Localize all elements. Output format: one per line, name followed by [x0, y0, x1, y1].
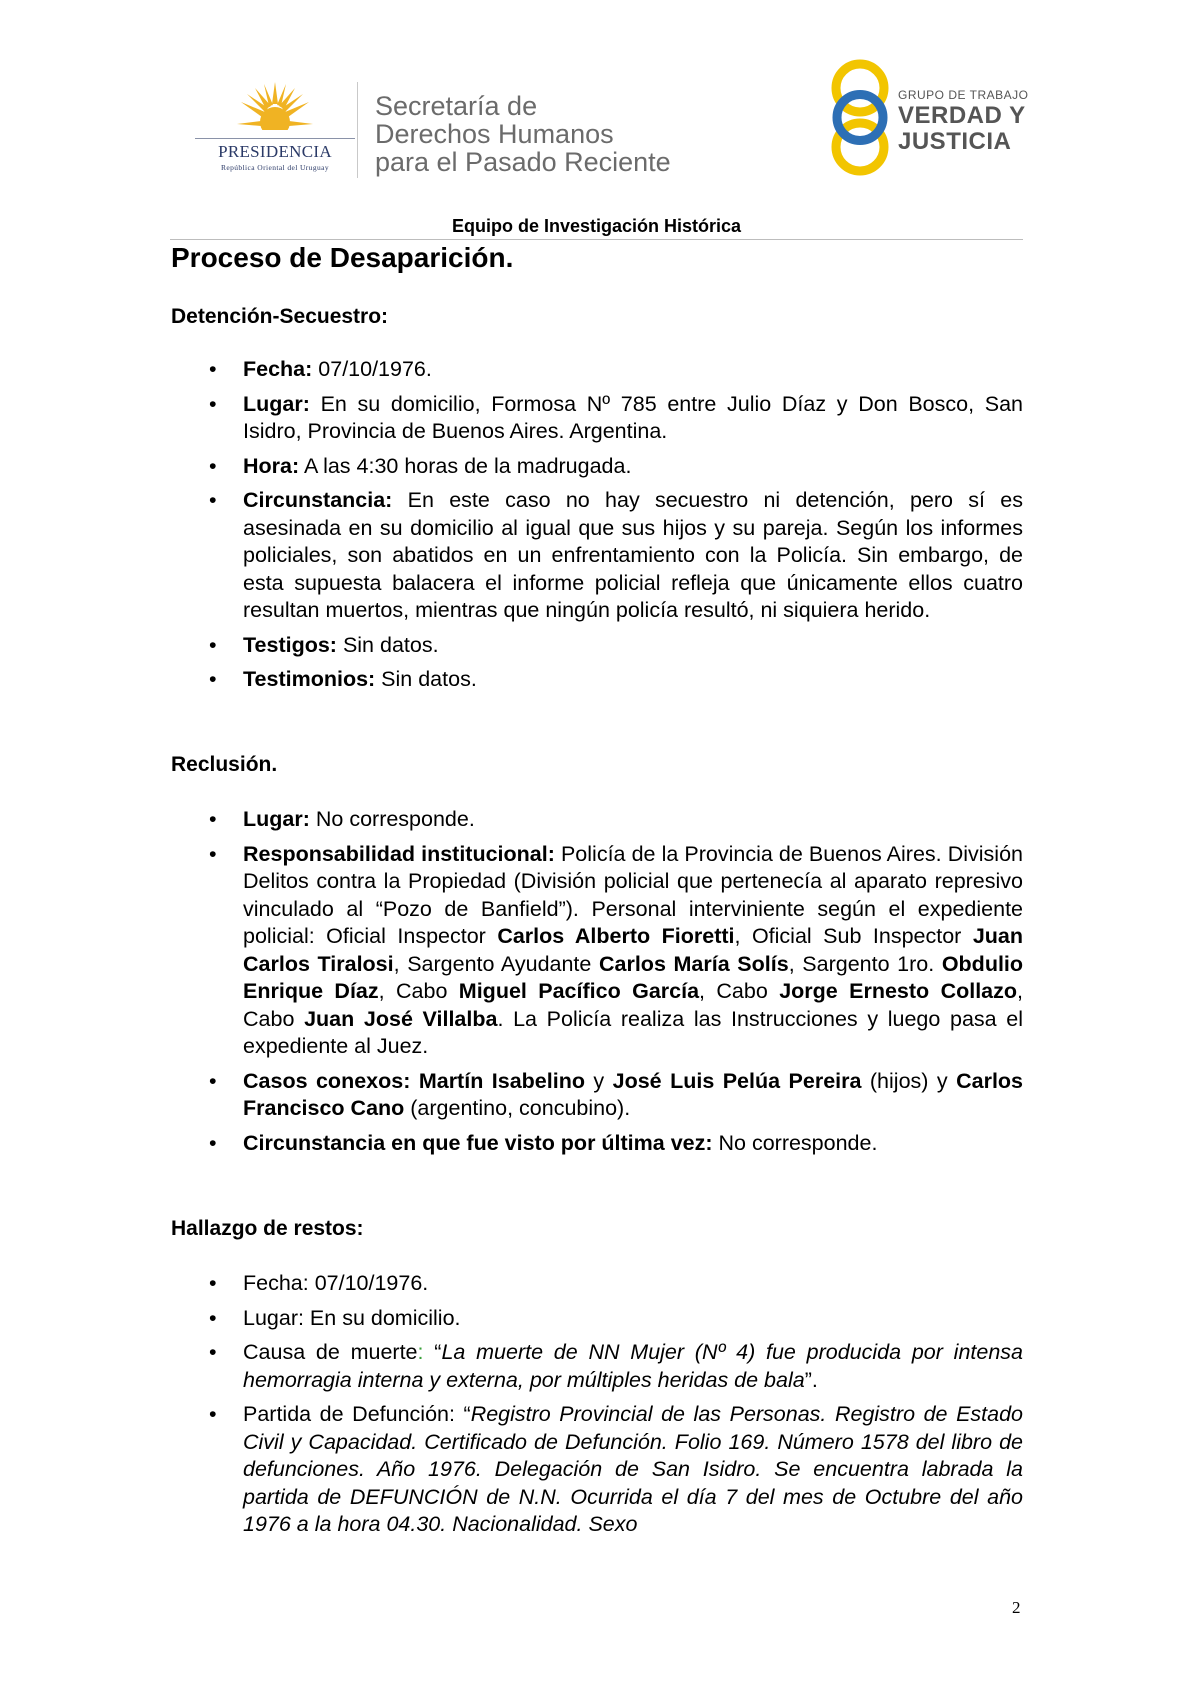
list-item: • Lugar: No corresponde. — [243, 806, 1023, 834]
presidencia-subtitle: República Oriental del Uruguay — [220, 163, 329, 172]
secretaria-line-3: para el Pasado Reciente — [375, 147, 671, 177]
presidencia-divider — [195, 138, 355, 139]
grupo-big-text-2: JUSTICIA — [898, 128, 1012, 155]
list-item: • Fecha: 07/10/1976. — [243, 1270, 1023, 1298]
list-item: • Hora: A las 4:30 horas de la madrugada. — [243, 453, 1023, 481]
list-item: • Testigos: Sin datos. — [243, 632, 1023, 660]
list-item: • Responsabilidad institucional: Policía de la Provincia de Buenos Aires. División Delitos contra la Propiedad (División policial que pertenecía al aparato represivo vinculado al “Pozo de Banfield”). Personal interviniente según el expediente policial: Oficial Inspector Carlos Alberto Fioretti, Oficial Sub Inspector Juan Carlos Tiralosi, Sargento Ayudante Carlos María Solís, Sargento 1ro. Obdulio Enrique Díaz, Cabo Miguel Pacífico García, Cabo Jorge Ernesto Collazo, Cabo Juan José Villalba. La Policía realiza las Instrucciones y luego pasa el expediente al Juez. — [243, 841, 1023, 1061]
sun-emblem-icon — [237, 80, 313, 138]
grupo-small-text: GRUPO DE TRABAJO — [898, 88, 1029, 102]
list-item: • Causa de muerte: “La muerte de NN Mujer (Nº 4) fue producida por intensa hemorragia interna y externa, por múltiples heridas de bala”. — [243, 1339, 1023, 1394]
secretaria-line-1: Secretaría de — [375, 91, 538, 121]
list-item: • Partida de Defunción: “Registro Provincial de las Personas. Registro de Estado Civil y Capacidad. Certificado de Defunción. Folio 169. Número 1578 del libro de defunciones. Año 1976. Delegación de San Isidro. Se encuentra labrada la partida de DEFUNCIÓN de N.N. Ocurrida el día 7 del mes de Octubre del año 1976 a la hora 04.30. Nacionalidad. Sexo — [243, 1401, 1023, 1539]
section-heading-reclusion: Reclusión. — [171, 753, 278, 776]
presidencia-name: PRESIDENCIA — [218, 142, 332, 161]
section-heading-detencion: Detención-Secuestro: — [171, 305, 389, 328]
detencion-list — [243, 356, 1023, 701]
interlocked-rings-icon — [825, 58, 895, 178]
running-header: Equipo de Investigación Histórica — [451, 216, 742, 236]
list-item: • Circunstancia en que fue visto por última vez: No corresponde. — [243, 1130, 1023, 1158]
grupo-big-text-1: VERDAD Y — [898, 102, 1026, 129]
grupo-verdad-justicia-logo — [825, 58, 1029, 178]
list-item: • Circunstancia: En este caso no hay secuestro ni detención, pero sí es asesinada en su domicilio al igual que sus hijos y su pareja. Según los informes policiales, son abatidos en un enfrentamiento con la Policía. Sin embargo, de esta supuesta balacera el informe policial refleja que únicamente ellos cuatro resultan muertos, mientras que ningún policía resultó, ni siquiera herido. — [243, 487, 1023, 625]
section-heading-hallazgo: Hallazgo de restos: — [171, 1217, 364, 1240]
hallazgo-list — [243, 1270, 1023, 1546]
header-divider — [357, 82, 358, 178]
list-item: • Lugar: En su domicilio, Formosa Nº 785 entre Julio Díaz y Don Bosco, San Isidro, Provincia de Buenos Aires. Argentina. — [243, 391, 1023, 446]
page-title: Proceso de Desaparición. — [171, 242, 514, 273]
secretaria-title — [375, 92, 671, 176]
presidencia-logo — [195, 80, 355, 180]
list-item: • Testimonios: Sin datos. — [243, 666, 1023, 694]
list-item: • Fecha: 07/10/1976. — [243, 356, 1023, 384]
list-item: • Lugar: En su domicilio. — [243, 1305, 1023, 1333]
secretaria-line-2: Derechos Humanos — [375, 119, 614, 149]
page-number: 2 — [1012, 1598, 1021, 1617]
reclusion-list — [243, 806, 1023, 1164]
list-item: • Casos conexos: Martín Isabelino y José Luis Pelúa Pereira (hijos) y Carlos Francisco Cano (argentino, concubino). — [243, 1068, 1023, 1123]
running-header-rule — [170, 239, 1023, 240]
